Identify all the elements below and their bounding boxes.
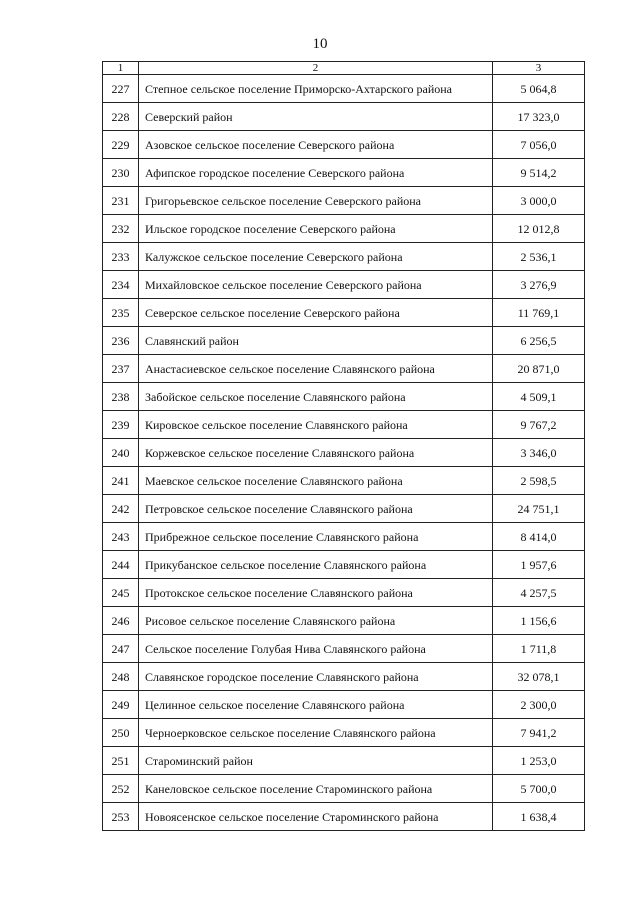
- table-row: [103, 103, 585, 131]
- row-number-cell: 238: [103, 383, 139, 411]
- row-number-cell: 241: [103, 467, 139, 495]
- amount-cell: 4 509,1: [493, 383, 585, 411]
- row-number-cell: 227: [103, 75, 139, 103]
- municipality-name-cell: Прикубанское сельское поселение Славянского района: [139, 551, 493, 579]
- amount-cell: 11 769,1: [493, 299, 585, 327]
- row-number-cell: 242: [103, 495, 139, 523]
- municipality-name-cell: Северское сельское поселение Северского района: [139, 299, 493, 327]
- row-number-cell: 237: [103, 355, 139, 383]
- municipality-name-cell: Коржевское сельское поселение Славянского района: [139, 439, 493, 467]
- amount-cell: 9 767,2: [493, 411, 585, 439]
- table-row: [103, 635, 585, 663]
- amount-cell: 7 056,0: [493, 131, 585, 159]
- table-row: [103, 579, 585, 607]
- municipality-name-cell: Славянский район: [139, 327, 493, 355]
- page-number: 10: [312, 36, 328, 52]
- municipality-name-cell: Забойское сельское поселение Славянского района: [139, 383, 493, 411]
- municipality-name-cell: Анастасиевское сельское поселение Славянского района: [139, 355, 493, 383]
- row-number-cell: 236: [103, 327, 139, 355]
- table-row: [103, 299, 585, 327]
- table-row: [103, 327, 585, 355]
- table-row: [103, 159, 585, 187]
- municipality-name-cell: Азовское сельское поселение Северского района: [139, 131, 493, 159]
- municipality-name-cell: Михайловское сельское поселение Северского района: [139, 271, 493, 299]
- table-row: [103, 747, 585, 775]
- table-row: [103, 607, 585, 635]
- amount-cell: 1 711,8: [493, 635, 585, 663]
- table-row: [103, 383, 585, 411]
- municipality-name-cell: Новоясенское сельское поселение Староминского района: [139, 803, 493, 831]
- amount-cell: 5 064,8: [493, 75, 585, 103]
- row-number-cell: 252: [103, 775, 139, 803]
- table-row: [103, 271, 585, 299]
- row-number-cell: 246: [103, 607, 139, 635]
- table-row: [103, 663, 585, 691]
- row-number-cell: 228: [103, 103, 139, 131]
- municipality-name-cell: Калужское сельское поселение Северского района: [139, 243, 493, 271]
- table-row: [103, 75, 585, 103]
- row-number-cell: 233: [103, 243, 139, 271]
- table-row: [103, 411, 585, 439]
- table-row: [103, 243, 585, 271]
- municipality-name-cell: Григорьевское сельское поселение Северского района: [139, 187, 493, 215]
- row-number-cell: 232: [103, 215, 139, 243]
- table-row: [103, 523, 585, 551]
- row-number-cell: 240: [103, 439, 139, 467]
- amount-cell: 7 941,2: [493, 719, 585, 747]
- municipality-name-cell: Рисовое сельское поселение Славянского района: [139, 607, 493, 635]
- amount-cell: 32 078,1: [493, 663, 585, 691]
- municipality-name-cell: Канеловское сельское поселение Староминского района: [139, 775, 493, 803]
- row-number-cell: 243: [103, 523, 139, 551]
- row-number-cell: 249: [103, 691, 139, 719]
- amount-cell: 2 300,0: [493, 691, 585, 719]
- row-number-cell: 235: [103, 299, 139, 327]
- row-number-cell: 250: [103, 719, 139, 747]
- amount-cell: 3 000,0: [493, 187, 585, 215]
- row-number-cell: 245: [103, 579, 139, 607]
- amount-cell: 17 323,0: [493, 103, 585, 131]
- column-header-number: 1: [103, 62, 139, 75]
- row-number-cell: 251: [103, 747, 139, 775]
- table-row: [103, 775, 585, 803]
- amount-cell: 20 871,0: [493, 355, 585, 383]
- amount-cell: 2 536,1: [493, 243, 585, 271]
- municipality-name-cell: Протокское сельское поселение Славянского района: [139, 579, 493, 607]
- amount-cell: 12 012,8: [493, 215, 585, 243]
- municipality-name-cell: Ильское городское поселение Северского района: [139, 215, 493, 243]
- amount-cell: 1 957,6: [493, 551, 585, 579]
- amount-cell: 4 257,5: [493, 579, 585, 607]
- municipality-name-cell: Петровское сельское поселение Славянского района: [139, 495, 493, 523]
- table-row: [103, 131, 585, 159]
- municipality-name-cell: Степное сельское поселение Приморско-Ахтарского района: [139, 75, 493, 103]
- amount-cell: 6 256,5: [493, 327, 585, 355]
- table-row: [103, 467, 585, 495]
- amount-cell: 9 514,2: [493, 159, 585, 187]
- table-row: [103, 691, 585, 719]
- allocation-table: [102, 61, 585, 831]
- row-number-cell: 244: [103, 551, 139, 579]
- amount-cell: 3 276,9: [493, 271, 585, 299]
- municipality-name-cell: Черноерковское сельское поселение Славянского района: [139, 719, 493, 747]
- column-header-name: 2: [139, 62, 493, 75]
- row-number-cell: 239: [103, 411, 139, 439]
- amount-cell: 5 700,0: [493, 775, 585, 803]
- amount-cell: 24 751,1: [493, 495, 585, 523]
- row-number-cell: 231: [103, 187, 139, 215]
- municipality-name-cell: Маевское сельское поселение Славянского района: [139, 467, 493, 495]
- table-header-row: [103, 62, 585, 75]
- amount-cell: 1 253,0: [493, 747, 585, 775]
- amount-cell: 1 638,4: [493, 803, 585, 831]
- municipality-name-cell: Афипское городское поселение Северского района: [139, 159, 493, 187]
- amount-cell: 8 414,0: [493, 523, 585, 551]
- table-row: [103, 495, 585, 523]
- table-row: [103, 187, 585, 215]
- municipality-name-cell: Прибрежное сельское поселение Славянского района: [139, 523, 493, 551]
- table-row: [103, 355, 585, 383]
- table-row: [103, 719, 585, 747]
- municipality-name-cell: Староминский район: [139, 747, 493, 775]
- table-row: [103, 803, 585, 831]
- municipality-name-cell: Кировское сельское поселение Славянского района: [139, 411, 493, 439]
- amount-cell: 3 346,0: [493, 439, 585, 467]
- table-row: [103, 215, 585, 243]
- row-number-cell: 247: [103, 635, 139, 663]
- amount-cell: 1 156,6: [493, 607, 585, 635]
- amount-cell: 2 598,5: [493, 467, 585, 495]
- municipality-name-cell: Сельское поселение Голубая Нива Славянского района: [139, 635, 493, 663]
- table-row: [103, 439, 585, 467]
- municipality-name-cell: Славянское городское поселение Славянского района: [139, 663, 493, 691]
- row-number-cell: 230: [103, 159, 139, 187]
- municipality-name-cell: Целинное сельское поселение Славянского района: [139, 691, 493, 719]
- row-number-cell: 229: [103, 131, 139, 159]
- row-number-cell: 234: [103, 271, 139, 299]
- row-number-cell: 253: [103, 803, 139, 831]
- municipality-name-cell: Северский район: [139, 103, 493, 131]
- row-number-cell: 248: [103, 663, 139, 691]
- table-body: [103, 62, 585, 831]
- table-row: [103, 551, 585, 579]
- column-header-value: 3: [493, 62, 585, 75]
